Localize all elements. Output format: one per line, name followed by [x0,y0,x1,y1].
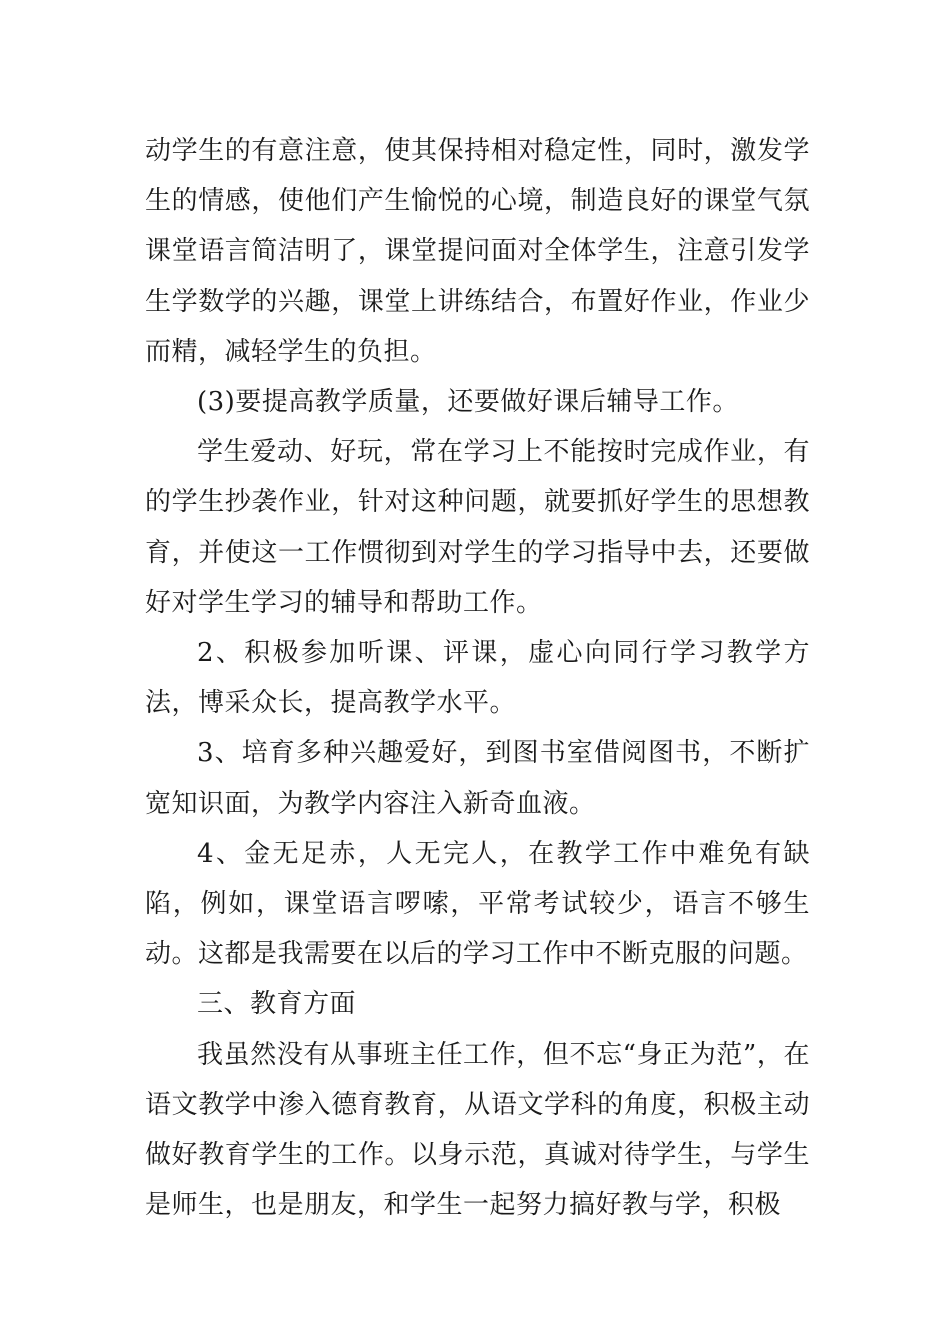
paragraph-point-3: (3)要提高教学质量，还要做好课后辅导工作。 [197,387,739,418]
paragraph-homework-guidance: 学生爱动、好玩，常在学习上不能按时完成作业，有的学生抄袭作业，针对这种问题，就要抓好学生的思想教育，并使这一工作惯彻到对学生的学习指导中去，还要做好对学生学习的辅导和帮助工作。 [145,437,810,618]
document-body [145,126,810,1230]
paragraph-continuation: 动学生的有意注意，使其保持相对稳定性，同时，激发学生的情感，使他们产生愉悦的心境，制造良好的课堂气氛课堂语言简洁明了，课堂提问面对全体学生，注意引发学生学数学的兴趣，课堂上讲练结合，布置好作业，作业少而精，减轻学生的负担。 [145,136,810,367]
paragraph-item-2: 2、积极参加听课、评课，虚心向同行学习教学方法，博采众长，提高教学水平。 [145,638,810,719]
paragraph-item-3: 3、培育多种兴趣爱好，到图书室借阅图书，不断扩宽知识面，为教学内容注入新奇血液。 [145,738,810,819]
section-heading-education: 三、教育方面 [197,989,357,1020]
paragraph-item-4: 4、金无足赤，人无完人，在教学工作中难免有缺陷，例如，课堂语言啰嗦，平常考试较少，语言不够生动。这都是我需要在以后的学习工作中不断克服的问题。 [145,838,810,970]
paragraph-education: 我虽然没有从事班主任工作，但不忘“身正为范”，在语文教学中渗入德育教育，从语文学科的角度，积极主动做好教育学生的工作。以身示范，真诚对待学生，与学生是师生，也是朋友，和学生一起努力搞好教与学，积极 [145,1039,810,1221]
